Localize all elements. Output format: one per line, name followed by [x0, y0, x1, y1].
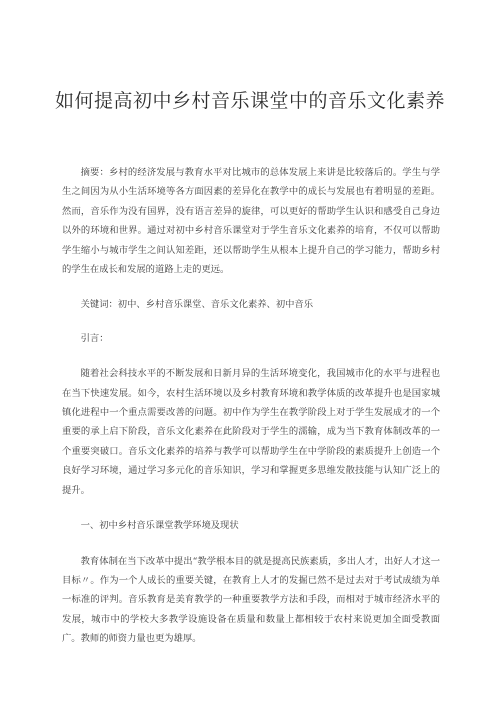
document-body [62, 163, 440, 649]
section1-paragraph: 教育体制在当下改革中提出“教学根本目的就是提高民族素质，多出人才，出好人才这一目标〃。作为一个人成长的重要关键，在教育上人才的发掘已然不是过去对于考试成绩为单一标准的评判。音乐教育是美育教学的一种重要教学方法和手段，而相对于城市经济水平的发展，城市中的学校大多教学设施设备在质量和数量上都相较于农村来说更加全面受教面广。教师的师资力量也更为雄厚。 [62, 555, 440, 645]
intro-paragraph: 随着社会科技水平的不断发展和日新月异的生活环境变化，我国城市化的水平与进程也在当下快速发展。如今，农村生活环境以及乡村教育环境和教学体质的改革提升也是国家城镇化进程中一个重点需要改善的问题。初中作为学生在教学阶段上对于学生发展成才的一个重要的承上启下阶段，音乐文化素养在此阶段对于学生的濡输，成为当下教育体制改革的一个重要突破口。音乐文化素养的培养与教学可以帮助学生在中学阶段的素质提升上创造一个良好学习环境，通过学习多元化的音乐知识，学习和掌握更多思维发散技能与认知广泛上的提升。 [62, 368, 440, 496]
abstract-paragraph: 摘要：乡村的经济发展与教育水平对比城市的总体发展上来讲是比较落后的。学生与学生之间因为从小生活环境等各方面因素的差异化在教学中的成长与发展也有着明显的差距。然而，音乐作为没有国界，没有语言差异的旋律，可以更好的帮助学生认识和感受自己身边以外的环境和世界。通过对初中乡村音乐课堂对于学生音乐文化素养的培育，不仅可以帮助学生缩小与城市学生之间认知差距，还以帮助学生从根本上提升自己的学习能力，帮助乡村的学生在成长和发展的道路上走的更远。 [62, 167, 440, 276]
document-title: 如何提高初中乡村音乐课堂中的音乐文化素养 [54, 90, 445, 112]
keywords-line: 关键词：初中、乡村音乐课堂、音乐文化素养、初中音乐 [80, 299, 314, 311]
intro-heading: 引言： [80, 332, 109, 344]
section1-heading: 一、初中乡村音乐课堂教学环境及现状 [80, 520, 239, 532]
